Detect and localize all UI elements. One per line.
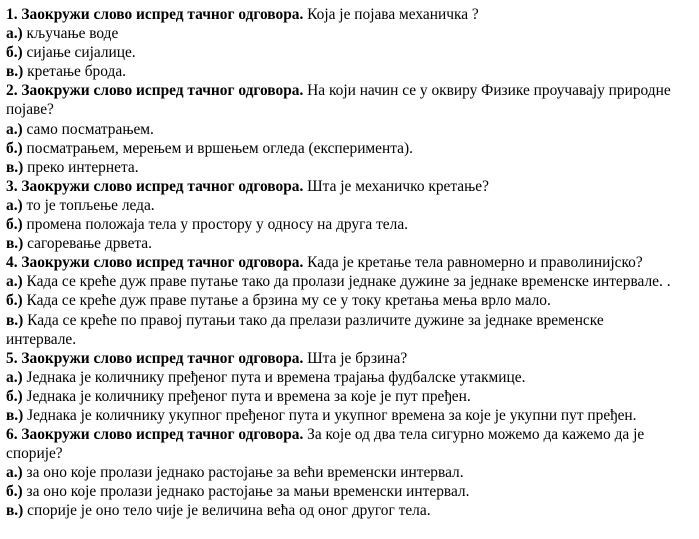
option-label: б.): [6, 44, 23, 62]
answer-option[interactable]: [6, 387, 694, 406]
question-number: 6.: [6, 426, 18, 444]
option-text: сијање сијалице.: [26, 44, 136, 62]
option-label: в.): [6, 158, 24, 176]
answer-option[interactable]: [6, 368, 694, 387]
option-text: посматрањем, мерењем и вршењем огледа (експеримента).: [26, 139, 413, 157]
question-1: [6, 5, 694, 24]
answer-option[interactable]: [6, 24, 694, 43]
answer-option[interactable]: [6, 158, 694, 177]
answer-option[interactable]: [6, 463, 694, 482]
option-label: б.): [6, 216, 23, 234]
option-text: за оно које пролази једнако растојање за мањи временски интервал.: [26, 483, 470, 501]
question-2: [6, 81, 676, 119]
question-number: 3.: [6, 177, 18, 195]
quiz-document: [6, 5, 694, 521]
answer-option[interactable]: [6, 311, 676, 349]
option-text: Када се креће дуж праве путање а брзина му се у току кретања мења врло мало.: [26, 292, 551, 310]
option-text: Када се креће дуж праве путање тако да пролази једнаке дужине за једнаке временске интервале. .: [26, 273, 671, 291]
option-label: б.): [6, 387, 23, 405]
option-label: а.): [6, 25, 23, 43]
option-text: кретање брода.: [27, 63, 127, 81]
question-text: Која је појава механичка ?: [307, 6, 479, 23]
option-label: в.): [6, 502, 24, 520]
question-instruction: Заокружи слово испред тачног одговора.: [21, 82, 304, 100]
option-text: Једнака је количнику пређеног пута и времена трајања фудбалске утакмице.: [26, 368, 526, 386]
question-instruction: Заокружи слово испред тачног одговора.: [21, 6, 304, 23]
option-text: за оно које пролази једнако растојање за већи временски интервал.: [26, 464, 464, 482]
answer-option[interactable]: [6, 272, 676, 291]
answer-option[interactable]: [6, 139, 694, 158]
question-5: [6, 349, 694, 368]
answer-option[interactable]: [6, 291, 694, 310]
option-text: Једнака је количнику пређеног пута и времена за које је пут пређен.: [26, 387, 471, 405]
option-label: в.): [6, 235, 24, 253]
option-text: преко интернета.: [27, 158, 139, 176]
answer-option[interactable]: [6, 62, 694, 81]
answer-option[interactable]: [6, 501, 694, 520]
answer-option[interactable]: [6, 215, 694, 234]
option-label: б.): [6, 292, 23, 310]
question-number: 4.: [6, 254, 18, 272]
question-text: На који начин се у оквиру Физике проучавају природне појаве?: [6, 82, 671, 119]
answer-option[interactable]: [6, 406, 694, 425]
option-text: то је топљење леда.: [26, 196, 155, 214]
option-text: Када се креће по правој путањи тако да прелази различите дужине за једнаке временске интервале.: [6, 311, 604, 348]
question-3: [6, 177, 694, 196]
question-text: Када је кретање тела равномерно и праволинијско?: [307, 254, 643, 272]
answer-option[interactable]: [6, 43, 694, 62]
option-text: Једнака је количнику укупног пређеног пута и укупног времена за које је укупни пут пређен.: [27, 406, 637, 424]
question-instruction: Заокружи слово испред тачног одговора.: [21, 426, 304, 444]
question-text: Шта је механичко кретање?: [307, 177, 489, 195]
option-label: а.): [6, 368, 23, 386]
question-instruction: Заокружи слово испред тачног одговора.: [21, 254, 304, 272]
option-label: в.): [6, 406, 24, 424]
option-label: а.): [6, 196, 23, 214]
option-text: спорије је оно тело чије је величина већа од оног другог тела.: [27, 502, 431, 520]
option-label: б.): [6, 483, 23, 501]
question-number: 1.: [6, 6, 18, 23]
option-text: промена положаја тела у простору у односу на друга тела.: [26, 216, 408, 234]
question-6: [6, 425, 676, 463]
option-label: б.): [6, 139, 23, 157]
question-instruction: Заокружи слово испред тачног одговора.: [21, 349, 304, 367]
option-text: само посматрањем.: [26, 120, 154, 138]
option-label: а.): [6, 120, 23, 138]
answer-option[interactable]: [6, 482, 694, 501]
option-label: а.): [6, 464, 23, 482]
answer-option[interactable]: [6, 196, 694, 215]
option-label: в.): [6, 63, 24, 81]
question-text: Шта је брзина?: [307, 349, 408, 367]
question-text: За које од два тела сигурно можемо да кажемо да је спорије?: [6, 426, 645, 463]
question-4: [6, 253, 694, 272]
option-label: а.): [6, 273, 23, 291]
answer-option[interactable]: [6, 234, 694, 253]
question-instruction: Заокружи слово испред тачног одговора.: [21, 177, 304, 195]
option-label: в.): [6, 311, 24, 329]
option-text: сагоревање дрвета.: [27, 235, 152, 253]
option-text: кључање воде: [26, 25, 119, 43]
question-number: 2.: [6, 82, 18, 100]
question-number: 5.: [6, 349, 18, 367]
answer-option[interactable]: [6, 120, 694, 139]
